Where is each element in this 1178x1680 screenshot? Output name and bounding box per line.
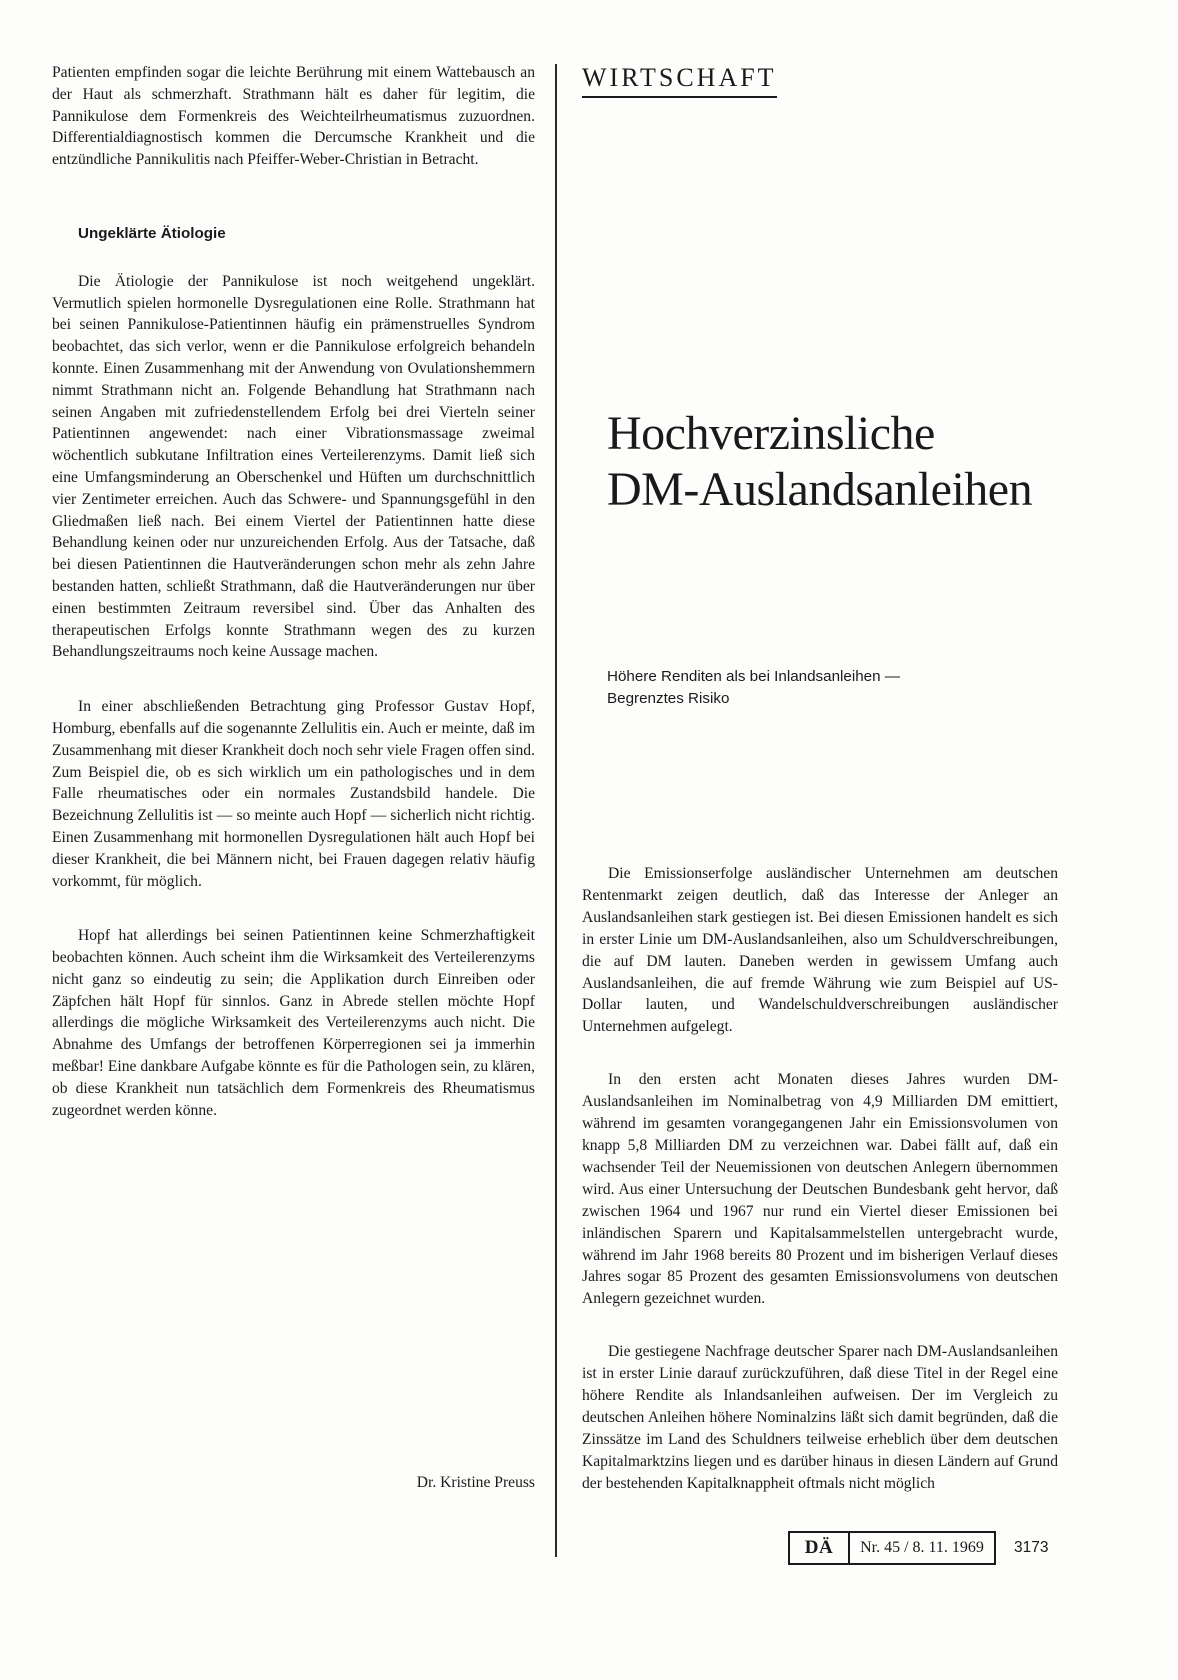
section-label: WIRTSCHAFT	[582, 62, 777, 98]
body-paragraph: In den ersten acht Monaten dieses Jahres wurden DM-Auslandsanleihen im Nominalbetrag von 4,9 Milliarden DM emittiert, während im gesamten vorangegangenen Jahr ein Emissionsvolumen von knapp 5,8 Milliarden DM zu verzeichnen war. Dabei fällt auf, daß ein wachsender Teil der Neuemissionen von deutschen Anlegern übernommen wird. Aus einer Untersuchung der Deutschen Bundesbank geht hervor, daß zwischen 1964 und 1967 nur rund ein Viertel dieser Emissionen bei inländischen Sparern und Kapitalsammelstellen untergebracht wurde, während im Jahr 1968 bereits 80 Prozent und im bisherigen Verlauf dieses Jahres sogar 85 Prozent des gesamten Emissionsvolumens von deutschen Anlegern gezeichnet wurden.	[582, 1071, 1058, 1308]
author-signature: Dr. Kristine Preuss	[416, 1474, 535, 1491]
subtitle-line: Begrenztes Risiko	[607, 690, 730, 707]
section-subheading: Ungeklärte Ätiologie	[78, 224, 226, 242]
page-footer	[788, 1531, 1048, 1565]
headline-line: Hochverzinsliche	[607, 407, 935, 460]
body-paragraph: In einer abschließenden Betrachtung ging Professor Gustav Hopf, Homburg, ebenfalls auf die sogenannte Zellulitis ein. Auch er meinte, daß im Zusammenhang mit dieser Krankheit doch noch sehr viele Fragen offen sind. Zum Beispiel die, ob es sich wirklich um ein pathologisches und in dem Falle rheumatisches oder ein normales Zustandsbild handele. Die Bezeichnung Zellulitis ist — so meinte auch Hopf — sicherlich nicht richtig. Einen Zusammenhang mit hormonellen Dysregulationen hält auch Hopf bei dieser Krankheit, die bei Männern nicht, bei Frauen dagegen relativ häufig vorkommt, für möglich.	[52, 698, 535, 890]
page-number: 3173	[1014, 1539, 1049, 1556]
article-headline	[607, 406, 1067, 518]
article-subtitle	[607, 666, 1027, 710]
column-divider	[555, 64, 557, 1557]
subtitle-line: Höhere Renditen als bei Inlandsanleihen —	[607, 668, 900, 685]
article-body	[582, 863, 1058, 1495]
intro-paragraph: Patienten empfinden sogar die leichte Berührung mit einem Wattebausch an der Haut als schmerzhaft. Strathmann hält es daher für legitim, die Pannikulose dem Formenkreis des Weichteilrheumatismus zuzuordnen. Differentialdiagnostisch kommen die Dercumsche Krankheit und die entzündliche Pannikulitis nach Pfeiffer-Weber-Christian in Betracht.	[52, 64, 535, 169]
issue-info: Nr. 45 / 8. 11. 1969	[850, 1531, 996, 1565]
left-column	[52, 62, 535, 1154]
body-paragraph: Die Ätiologie der Pannikulose ist noch weitgehend ungeklärt. Vermutlich spielen hormonelle Dysregulationen eine Rolle. Strathmann hat bei seinen Pannikulose-Patientinnen häufig ein prämenstruelles Syndrom beobachtet, das sich verlor, wenn er die Pannikulose erfolgreich behandeln konnte. Einen Zusammenhang mit der Anwendung von Ovulationshemmern nimmt Strathmann nicht an. Folgende Behandlung hat Strathmann nach seinen Angaben mit zufriedenstellendem Erfolg bei drei Vierteln seiner Patientinnen angewendet: nach einer Vibrationsmassage zweimal wöchentlich subkutane Infiltration eines Verteilerenzyms. Damit ließ sich eine Umfangsminderung an Oberschenkel und Hüften um durchschnittlich vier Zentimeter erreichen. Auch das Schwere- und Spannungsgefühl in den Gliedmaßen ließ nach. Bei einem Viertel der Patientinnen hatte diese Behandlung keinen oder nur unzureichenden Erfolg. Aus der Tatsache, daß bei diesen Patientinnen die Hautveränderungen schon mehr als zehn Jahre bestanden hatten, schließt Strathmann, daß die Hautveränderungen nur über einen bestimmten Zeitraum reversibel sind. Über das Anhalten des therapeutischen Erfolgs konnte Strathmann wegen des zu kurzen Behandlungszeitraums noch keine Aussage machen.	[52, 272, 535, 661]
body-paragraph: Die gestiegene Nachfrage deutscher Sparer nach DM-Auslandsanleihen ist in erster Linie darauf zurückzuführen, daß diese Titel in der Regel eine höhere Rendite als Inlandsanleihen aufweisen. Der im Vergleich zu deutschen Anleihen höhere Nominalzins läßt sich damit begründen, daß die Zinssätze im Land des Schuldners teilweise erheblich über dem deutschen Kapitalmarktzins liegen und es darüber hinaus in diesen Ländern auf Grund der bestehenden Kapitalknappheit oftmals nicht möglich	[582, 1343, 1058, 1492]
journal-logo: DÄ	[788, 1531, 850, 1565]
body-paragraph: Hopf hat allerdings bei seinen Patientinnen keine Schmerzhaftigkeit beobachten können. Auch scheint ihm die Wirksamkeit des Verteilerenzyms nicht ganz so eindeutig zu sein; die Applikation durch Einreiben oder Zäpfchen hält Hopf für sinnlos. Ganz in Abrede stellen möchte Hopf allerdings die mögliche Wirksamkeit des Verteilerenzyms auch nicht. Die Abnahme des Umfangs der betroffenen Körperregionen sei ja immerhin meßbar! Eine dankbare Aufgabe könnte es für die Pathologen sein, zu klären, ob diese Krankheit nun tatsächlich dem Formenkreis des Rheumatismus zugeordnet werden könne.	[52, 927, 535, 1119]
body-paragraph: Die Emissionserfolge ausländischer Unternehmen am deutschen Rentenmarkt zeigen deutlich, daß das Interesse der Anleger an Auslandsanleihen stark gestiegen ist. Bei diesen Emissionen handelt es sich in erster Linie um DM-Auslandsanleihen, also um Schuldverschreibungen, die auf DM lauten. Daneben werden in gewissem Umfang auch Auslandsanleihen, die auf fremde Währung wie zum Beispiel auf US-Dollar lauten, und Wandelschuldverschreibungen ausländischer Unternehmen aufgelegt.	[582, 865, 1058, 1036]
headline-line: DM-Auslandsanleihen	[607, 463, 1033, 516]
right-column	[582, 62, 1058, 1492]
